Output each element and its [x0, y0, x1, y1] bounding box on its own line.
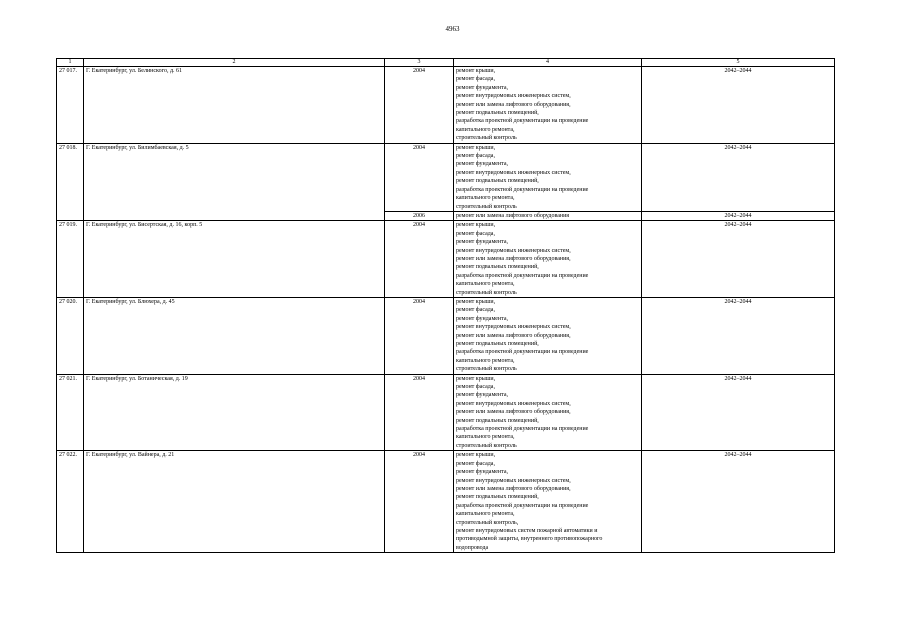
- work-item: ремонт фасада,: [456, 460, 495, 467]
- works-list: [454, 297, 642, 374]
- table-row: [57, 451, 835, 553]
- work-item: ремонт подвальных помещений,: [456, 178, 539, 185]
- row-number: 27 018.: [57, 143, 84, 221]
- work-item: строительный контроль: [456, 203, 517, 210]
- work-item: ремонт фундамента,: [456, 315, 508, 322]
- works-list: [454, 374, 642, 451]
- work-item: капитального ремонта,: [456, 357, 515, 364]
- row-number: 27 019.: [57, 221, 84, 298]
- work-item: ремонт внутридомовых инженерных систем,: [456, 247, 571, 254]
- work-item: капитального ремонта,: [456, 511, 515, 518]
- work-item: ремонт фасада,: [456, 153, 495, 160]
- work-item: ремонт внутридомовых инженерных систем,: [456, 169, 571, 176]
- work-item: ремонт фундамента,: [456, 161, 508, 168]
- work-item: разработка проектной документации на проведение: [456, 118, 589, 125]
- building-address: Г. Екатеринбург, ул. Бисертская, д. 16, корп. 5: [84, 221, 385, 298]
- building-address: Г. Екатеринбург, ул. Белинского, д. 61: [84, 67, 385, 144]
- row-number: 27 022.: [57, 451, 84, 553]
- column-header: 5: [642, 59, 835, 67]
- planned-period: 2042–2044: [642, 297, 835, 374]
- header-row: [57, 59, 835, 67]
- work-item: капитального ремонта,: [456, 281, 515, 288]
- work-item: ремонт или замена лифтового оборудования,: [456, 485, 571, 492]
- work-item: капитального ремонта,: [456, 126, 515, 133]
- column-header: 4: [454, 59, 642, 67]
- work-item: строительный контроль: [456, 366, 517, 373]
- work-item: строительный контроль: [456, 135, 517, 142]
- work-item: строительный контроль,: [456, 519, 519, 526]
- work-item: ремонт подвальных помещений,: [456, 110, 539, 117]
- work-item: ремонт или замена лифтового оборудования: [456, 212, 570, 219]
- work-item: разработка проектной документации на проведение: [456, 272, 589, 279]
- commission-year: 2004: [385, 67, 454, 144]
- column-header: 2: [84, 59, 385, 67]
- commission-year: 2004: [385, 143, 454, 211]
- work-item: ремонт фасада,: [456, 76, 495, 83]
- work-item: строительный контроль: [456, 442, 517, 449]
- table-row: [57, 374, 835, 451]
- work-item: водопровода: [456, 544, 489, 551]
- work-item: ремонт подвальных помещений,: [456, 341, 539, 347]
- work-item: ремонт или замена лифтового оборудования,: [456, 409, 571, 416]
- planned-period: 2042–2044: [642, 143, 835, 211]
- planned-period: 2042–2044: [642, 211, 835, 220]
- commission-year: 2004: [385, 221, 454, 298]
- work-item: ремонт крыши,: [456, 298, 496, 305]
- work-item: ремонт или замена лифтового оборудования,: [456, 255, 571, 262]
- table-row: [57, 143, 835, 211]
- works-list: [454, 67, 642, 144]
- table-body: [57, 59, 835, 553]
- work-item: капитального ремонта,: [456, 434, 515, 441]
- column-header: 1: [57, 59, 84, 67]
- building-address: Г. Екатеринбург, ул. Блюхера, д. 45: [84, 297, 385, 374]
- work-item: ремонт фундамента,: [456, 239, 508, 246]
- work-item: ремонт фасада,: [456, 230, 495, 237]
- work-item: ремонт подвальных помещений,: [456, 264, 539, 271]
- work-item: строительный контроль: [456, 289, 517, 296]
- work-item: ремонт фундамента,: [456, 84, 508, 91]
- work-item: ремонт фасада,: [456, 384, 495, 391]
- table-row: [57, 221, 835, 298]
- works-list: [454, 451, 642, 553]
- building-address: Г. Екатеринбург, ул. Вайнера, д. 21: [84, 451, 385, 553]
- work-item: ремонт или замена лифтового оборудования,: [456, 101, 571, 108]
- repair-schedule-table: [56, 58, 835, 553]
- works-list: [454, 211, 642, 220]
- commission-year: 2006: [385, 211, 454, 220]
- works-list: [454, 221, 642, 298]
- work-item: ремонт или замена лифтового оборудования,: [456, 332, 571, 339]
- work-item: ремонт внутридомовых инженерных систем,: [456, 324, 571, 331]
- work-item: ремонт фундамента,: [456, 469, 508, 476]
- work-item: ремонт внутридомовых инженерных систем,: [456, 93, 571, 100]
- planned-period: 2042–2044: [642, 374, 835, 451]
- table-row: [57, 297, 835, 374]
- page-number: 4963: [445, 25, 460, 33]
- works-list: [454, 143, 642, 211]
- work-item: ремонт подвальных помещений,: [456, 417, 539, 424]
- commission-year: 2004: [385, 374, 454, 451]
- table-row: [57, 67, 835, 144]
- work-item: капитального ремонта,: [456, 195, 515, 202]
- commission-year: 2004: [385, 451, 454, 553]
- work-item: ремонт крыши,: [456, 144, 496, 151]
- work-item: разработка проектной документации на проведение: [456, 349, 589, 356]
- work-item: ремонт крыши,: [456, 222, 496, 229]
- commission-year: 2004: [385, 297, 454, 374]
- building-address: Г. Екатеринбург, ул. Ботаническая, д. 19: [84, 374, 385, 451]
- work-item: разработка проектной документации на проведение: [456, 502, 589, 509]
- row-number: 27 017.: [57, 67, 84, 144]
- work-item: ремонт крыши,: [456, 68, 496, 74]
- work-item: ремонт крыши,: [456, 452, 496, 459]
- planned-period: 2042–2044: [642, 221, 835, 298]
- work-item: ремонт фасада,: [456, 307, 495, 314]
- column-header: 3: [385, 59, 454, 67]
- planned-period: 2042–2044: [642, 451, 835, 553]
- work-item: ремонт внутридомовых систем пожарной автоматики и: [456, 527, 598, 534]
- row-number: 27 021.: [57, 374, 84, 451]
- work-item: ремонт крыши,: [456, 375, 496, 382]
- work-item: разработка проектной документации на проведение: [456, 426, 589, 433]
- work-item: противодымной защиты, внутреннего противопожарного: [456, 536, 603, 543]
- planned-period: 2042–2044: [642, 67, 835, 144]
- work-item: разработка проектной документации на проведение: [456, 186, 589, 193]
- building-address: Г. Екатеринбург, ул. Билимбаевская, д. 5: [84, 143, 385, 221]
- work-item: ремонт фундамента,: [456, 392, 508, 399]
- row-number: 27 020.: [57, 297, 84, 374]
- work-item: ремонт подвальных помещений,: [456, 494, 539, 501]
- work-item: ремонт внутридомовых инженерных систем,: [456, 477, 571, 484]
- work-item: ремонт внутридомовых инженерных систем,: [456, 400, 571, 407]
